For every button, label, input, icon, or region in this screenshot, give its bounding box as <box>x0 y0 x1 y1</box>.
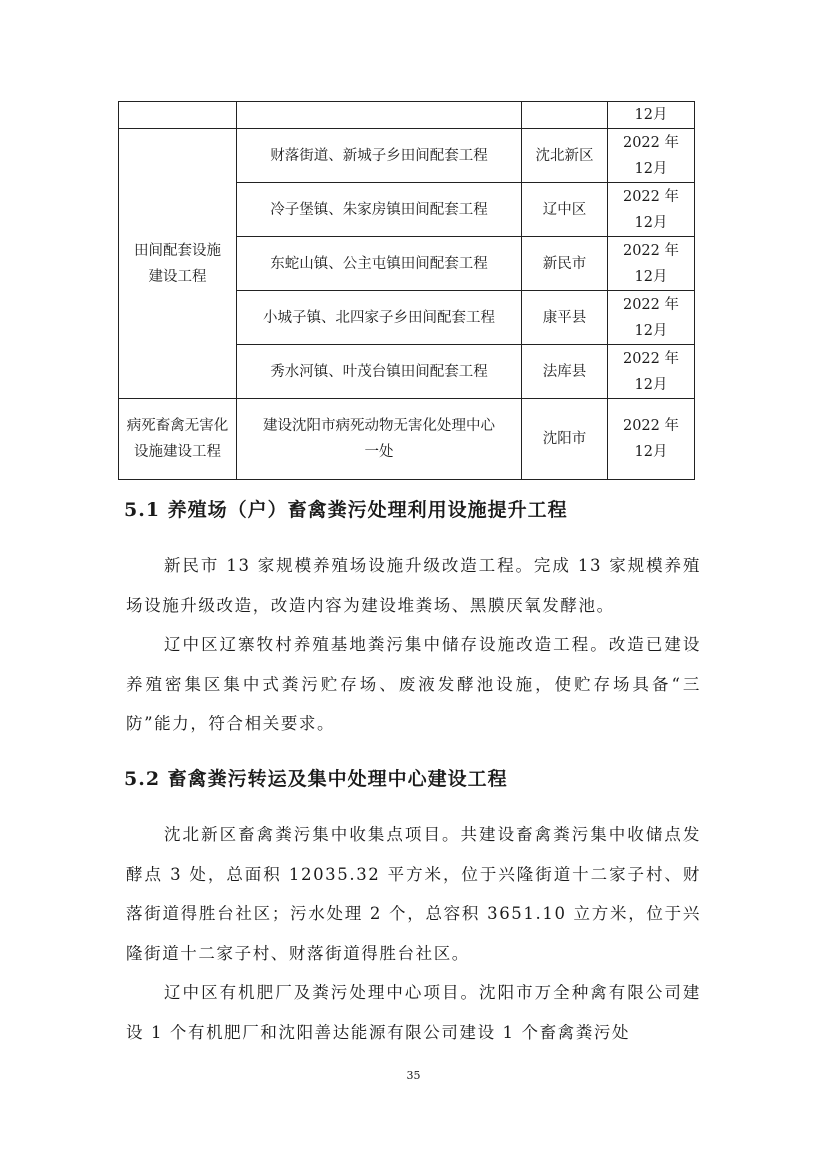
location-cell: 沈阳市 <box>522 399 608 480</box>
date-cell: 2022 年 12月 <box>608 237 695 291</box>
project-table <box>118 101 695 480</box>
date-cell: 2022 年 12月 <box>608 183 695 237</box>
location-cell: 辽中区 <box>522 183 608 237</box>
project-cell: 秀水河镇、叶茂台镇田间配套工程 <box>237 345 522 399</box>
location-cell: 康平县 <box>522 291 608 345</box>
project-cell: 财落街道、新城子乡田间配套工程 <box>237 129 522 183</box>
project-cell: 东蛇山镇、公主屯镇田间配套工程 <box>237 237 522 291</box>
location-cell: 法库县 <box>522 345 608 399</box>
location-cell: 新民市 <box>522 237 608 291</box>
category-cell <box>119 102 237 129</box>
category-cell: 田间配套设施建设工程 <box>119 129 237 399</box>
table-row <box>119 399 695 480</box>
project-cell: 建设沈阳市病死动物无害化处理中心一处 <box>237 399 522 480</box>
date-cell: 2022 年 12月 <box>608 129 695 183</box>
paragraph: 新民市 13 家规模养殖场设施升级改造工程。完成 13 家规模养殖场设施升级改造，改造内容为建设堆粪场、黑膜厌氧发酵池。 <box>126 556 701 615</box>
paragraph: 辽中区辽寨牧村养殖基地粪污集中储存设施改造工程。改造已建设养殖密集区集中式粪污贮存场、废液发酵池设施，使贮存场具备“三防”能力，符合相关要求。 <box>126 635 701 733</box>
date-cell: 2022 年 12月 <box>608 291 695 345</box>
section-heading: 5.1 养殖场（户）畜禽粪污处理利用设施提升工程 <box>124 499 568 521</box>
location-cell: 沈北新区 <box>522 129 608 183</box>
paragraph: 辽中区有机肥厂及粪污处理中心项目。沈阳市万全种禽有限公司建设 1 个有机肥厂和沈阳善达能源有限公司建设 1 个畜禽粪污处 <box>126 983 701 1042</box>
date-cell: 2022 年 12月 <box>608 345 695 399</box>
project-cell: 冷子堡镇、朱家房镇田间配套工程 <box>237 183 522 237</box>
date-cell: 12月 <box>608 102 695 129</box>
project-cell <box>237 102 522 129</box>
page-number: 35 <box>406 1069 421 1082</box>
location-cell <box>522 102 608 129</box>
section-heading: 5.2 畜禽粪污转运及集中处理中心建设工程 <box>124 768 508 790</box>
table-row <box>119 129 695 183</box>
project-cell: 小城子镇、北四家子乡田间配套工程 <box>237 291 522 345</box>
paragraph: 沈北新区畜禽粪污集中收集点项目。共建设畜禽粪污集中收储点发酵点 3 处，总面积 12035.32 平方米，位于兴隆街道十二家子村、财落街道得胜台社区；污水处理 2 个，总容积 3651.10 立方米，位于兴隆街道十二家子村、财落街道得胜台社区。 <box>126 825 701 963</box>
table-row <box>119 102 695 129</box>
category-cell: 病死畜禽无害化设施建设工程 <box>119 399 237 480</box>
date-cell: 2022 年 12月 <box>608 399 695 480</box>
